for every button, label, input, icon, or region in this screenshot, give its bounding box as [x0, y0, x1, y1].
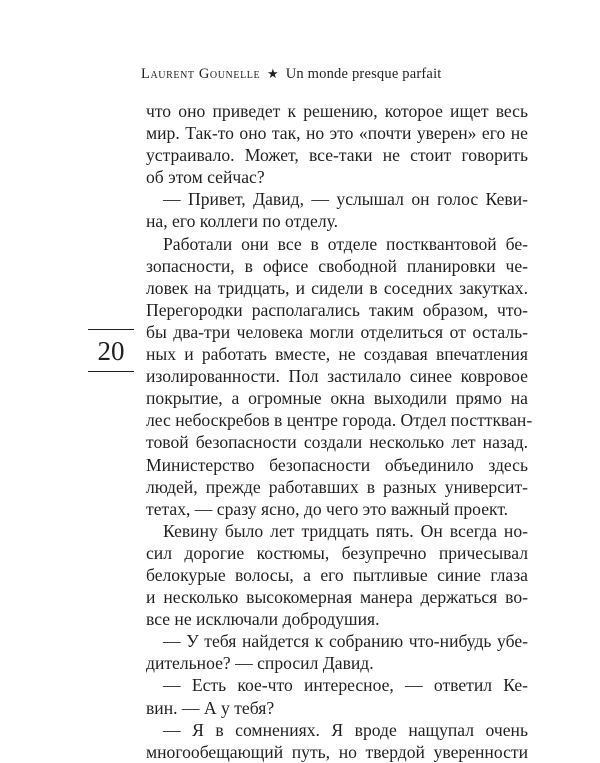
header-author: Laurent Gounelle — [141, 66, 261, 82]
text-line: Министерство безопасности объединило здесь — [146, 454, 528, 475]
text-line: устраивало. Может, все-таки не стоит говорить — [146, 145, 528, 166]
text-line: покрытие, а огромные окна выходили прямо на — [146, 388, 528, 409]
body-text — [146, 100, 533, 763]
text-line: — Я в сомнениях. Я вроде нащупал очень — [163, 719, 528, 740]
page-number: 20 — [97, 336, 125, 366]
text-line: белокурые волосы, а его пытливые синие глаза — [146, 564, 528, 585]
text-line: — У тебя найдется к собранию что-нибудь убе- — [163, 631, 528, 652]
text-line: — Есть кое-что интересное, — ответил Ке- — [163, 675, 528, 696]
text-line: вин. — А у тебя? — [146, 697, 275, 718]
text-line: на, его коллеги по отделу. — [146, 211, 339, 232]
text-line: сил дорогие костюмы, безупречно причесывал — [146, 542, 528, 563]
text-line: Кевину было лет тридцать пять. Он всегда но- — [163, 520, 528, 541]
text-line: тетах, — сразу ясно, до чего это важный проект. — [146, 498, 509, 519]
running-head — [141, 66, 561, 83]
text-line: изолированности. Пол застилало синее ковровое — [146, 366, 528, 387]
text-line: товой безопасности создали несколько лет назад. — [146, 432, 528, 453]
text-line: Работали они все в отделе постквантовой бе- — [163, 233, 528, 254]
text-line: многообещающий путь, но твердой уверенности — [146, 741, 528, 762]
text-line: людей, прежде работавших в разных университ- — [146, 476, 528, 497]
text-line: зопасности, в офисе свободной планировки че- — [146, 255, 528, 276]
text-line: ловек на тридцать, и сидели в соседних закутках. — [146, 277, 528, 298]
text-line: Перегородки располагались таким образом, что- — [146, 299, 528, 320]
text-line: все не исключали добродушия. — [146, 609, 380, 630]
text-line: бы два-три человека могли отделиться от осталь- — [146, 321, 528, 342]
folio — [88, 329, 134, 372]
star-icon: ★ — [267, 66, 279, 81]
text-line: что оно приведет к решению, которое ищет весь — [146, 101, 528, 121]
text-line: дительное? — спросил Давид. — [146, 653, 374, 674]
text-line: мир. Так-то оно так, но это «почти уверен» его не — [146, 123, 528, 144]
text-line: лес небоскребов в центре города. Отдел постткван- — [146, 410, 533, 431]
header-title: Un monde presque parfait — [285, 66, 442, 82]
text-line: и несколько высокомерная манера держаться во- — [146, 587, 528, 608]
text-line: — Привет, Давид, — услышал он голос Кеви- — [163, 189, 528, 210]
text-line: об этом сейчас? — [146, 167, 265, 188]
folio-bottom-rule — [88, 371, 134, 372]
text-line: ных и работать вместе, не создавая впечатления — [146, 344, 528, 365]
